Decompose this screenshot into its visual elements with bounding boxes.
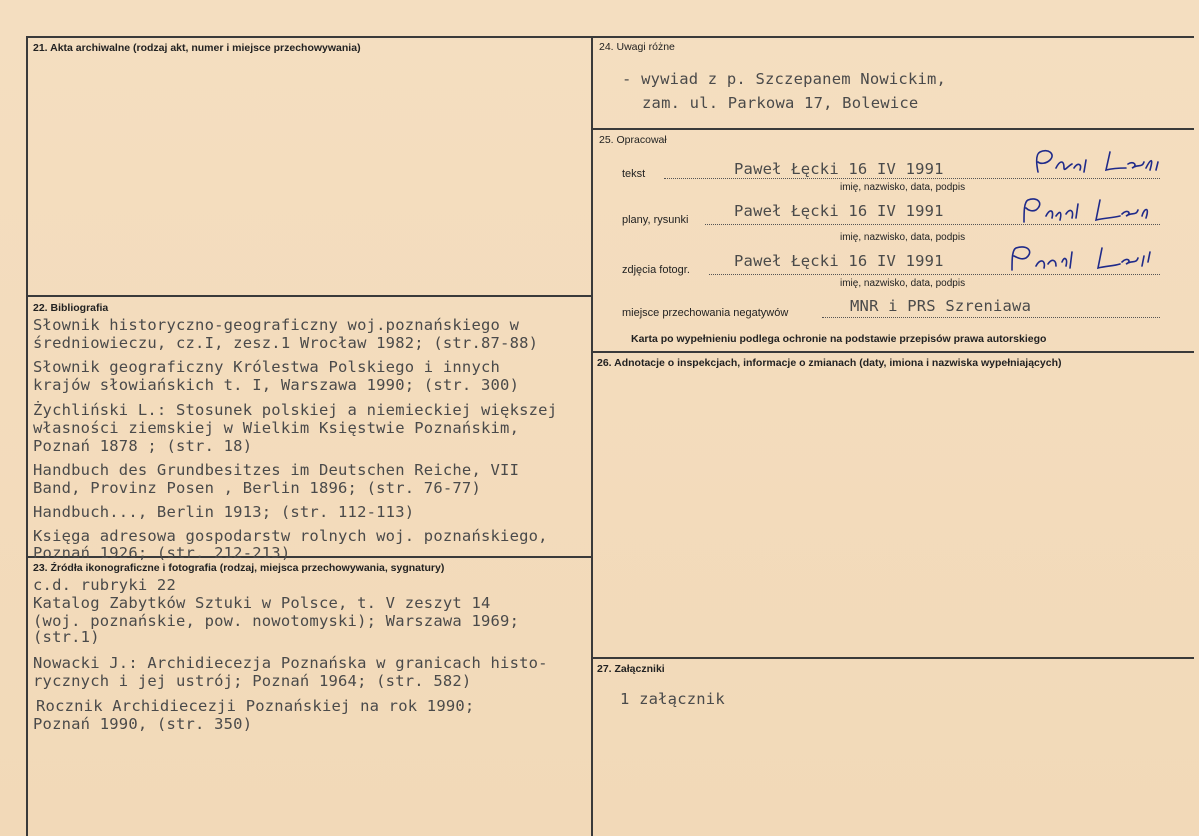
top-border xyxy=(26,36,1194,38)
divider-26-27 xyxy=(592,657,1194,659)
bibliography-line: Handbuch des Grundbesitzes im Deutschen Reiche, VII xyxy=(33,461,520,479)
bibliography-line: Band, Provinz Posen , Berlin 1896; (str. 76-77) xyxy=(33,479,481,497)
author-text-value: Paweł Łęcki 16 IV 1991 xyxy=(734,160,944,178)
divider-24-25 xyxy=(592,128,1194,130)
negatives-line xyxy=(822,317,1160,318)
bibliography-line: własności ziemskiej w Wielkim Księstwie Poznańskim, xyxy=(33,419,520,437)
iconography-line: c.d. rubryki 22 xyxy=(33,576,176,594)
negatives-label: miejsce przechowania negatywów xyxy=(622,307,789,319)
bibliography-line: średniowieczu, cz.I, zesz.1 Wrocław 1982; (str.87-88) xyxy=(33,334,539,352)
iconography-line: Katalog Zabytków Sztuki w Polsce, t. V zeszyt 14 xyxy=(33,594,491,612)
bibliography-line: Słownik historyczno-geograficzny woj.poznańskiego w xyxy=(33,316,520,334)
bibliography-line: krajów słowiańskich t. I, Warszawa 1990; (str. 300) xyxy=(33,376,520,394)
author-photos-value: Paweł Łęcki 16 IV 1991 xyxy=(734,252,944,270)
iconography-line: rycznych i jej ustrój; Poznań 1964; (str. 582) xyxy=(33,672,472,690)
section-25-header: 25. Opracował xyxy=(599,134,667,146)
section-23-header: 23. Źródła ikonograficzne i fotografia (rodzaj, miejsca przechowywania, sygnatury) xyxy=(33,562,445,574)
bibliography-line: Poznań 1878 ; (str. 18) xyxy=(33,437,253,455)
bibliography-line: Żychliński L.: Stosunek polskiej a niemieckiej większej xyxy=(33,401,558,419)
author-photos-caption: imię, nazwisko, data, podpis xyxy=(840,278,966,289)
author-photos-label: zdjęcia fotogr. xyxy=(622,264,690,276)
bibliography-line: Handbuch..., Berlin 1913; (str. 112-113) xyxy=(33,503,415,521)
section-24-header: 24. Uwagi różne xyxy=(599,41,675,53)
iconography-line: Nowacki J.: Archidiecezja Poznańska w granicach histo- xyxy=(33,654,548,672)
author-text-caption: imię, nazwisko, data, podpis xyxy=(840,182,966,193)
iconography-line: Rocznik Archidiecezji Poznańskiej na rok 1990; xyxy=(36,697,475,715)
signature-text xyxy=(1020,146,1170,180)
copyright-notice: Karta po wypełnieniu podlega ochronie na podstawie przepisów prawa autorskiego xyxy=(631,333,1047,345)
remarks-line: zam. ul. Parkowa 17, Bolewice xyxy=(642,94,919,112)
iconography-line: Poznań 1990, (str. 350) xyxy=(33,715,253,733)
section-21-header: 21. Akta archiwalne (rodzaj akt, numer i miejsce przechowywania) xyxy=(33,42,361,54)
section-27-header: 27. Załączniki xyxy=(597,663,665,675)
divider-21-22 xyxy=(26,295,592,297)
iconography-line: (str.1) xyxy=(33,628,100,646)
divider-25-26 xyxy=(592,351,1194,353)
author-plans-label: plany, rysunki xyxy=(622,214,689,226)
negatives-value: MNR i PRS Szreniawa xyxy=(850,297,1032,315)
author-plans-caption: imię, nazwisko, data, podpis xyxy=(840,232,966,243)
signature-plans xyxy=(1016,194,1166,228)
bibliography-line: Poznań 1926; (str. 212-213) xyxy=(33,544,291,562)
author-text-label: tekst xyxy=(622,168,646,180)
section-22-header: 22. Bibliografia xyxy=(33,302,109,314)
bibliography-line: Słownik geograficzny Królestwa Polskiego i innych xyxy=(33,358,501,376)
center-divider xyxy=(591,36,593,836)
iconography-line: (woj. poznańskie, pow. nowotomyski); Warszawa 1969; xyxy=(33,612,520,630)
author-plans-value: Paweł Łęcki 16 IV 1991 xyxy=(734,202,944,220)
bibliography-line: Księga adresowa gospodarstw rolnych woj. poznańskiego, xyxy=(33,527,548,545)
section-26-header: 26. Adnotacje o inspekcjach, informacje o zmianach (daty, imiona i nazwiska wypełniających) xyxy=(597,357,1062,369)
attachments-value: 1 załącznik xyxy=(620,690,725,708)
remarks-line: - wywiad z p. Szczepanem Nowickim, xyxy=(622,70,947,88)
signature-photos xyxy=(1006,242,1156,276)
left-border xyxy=(26,36,28,836)
